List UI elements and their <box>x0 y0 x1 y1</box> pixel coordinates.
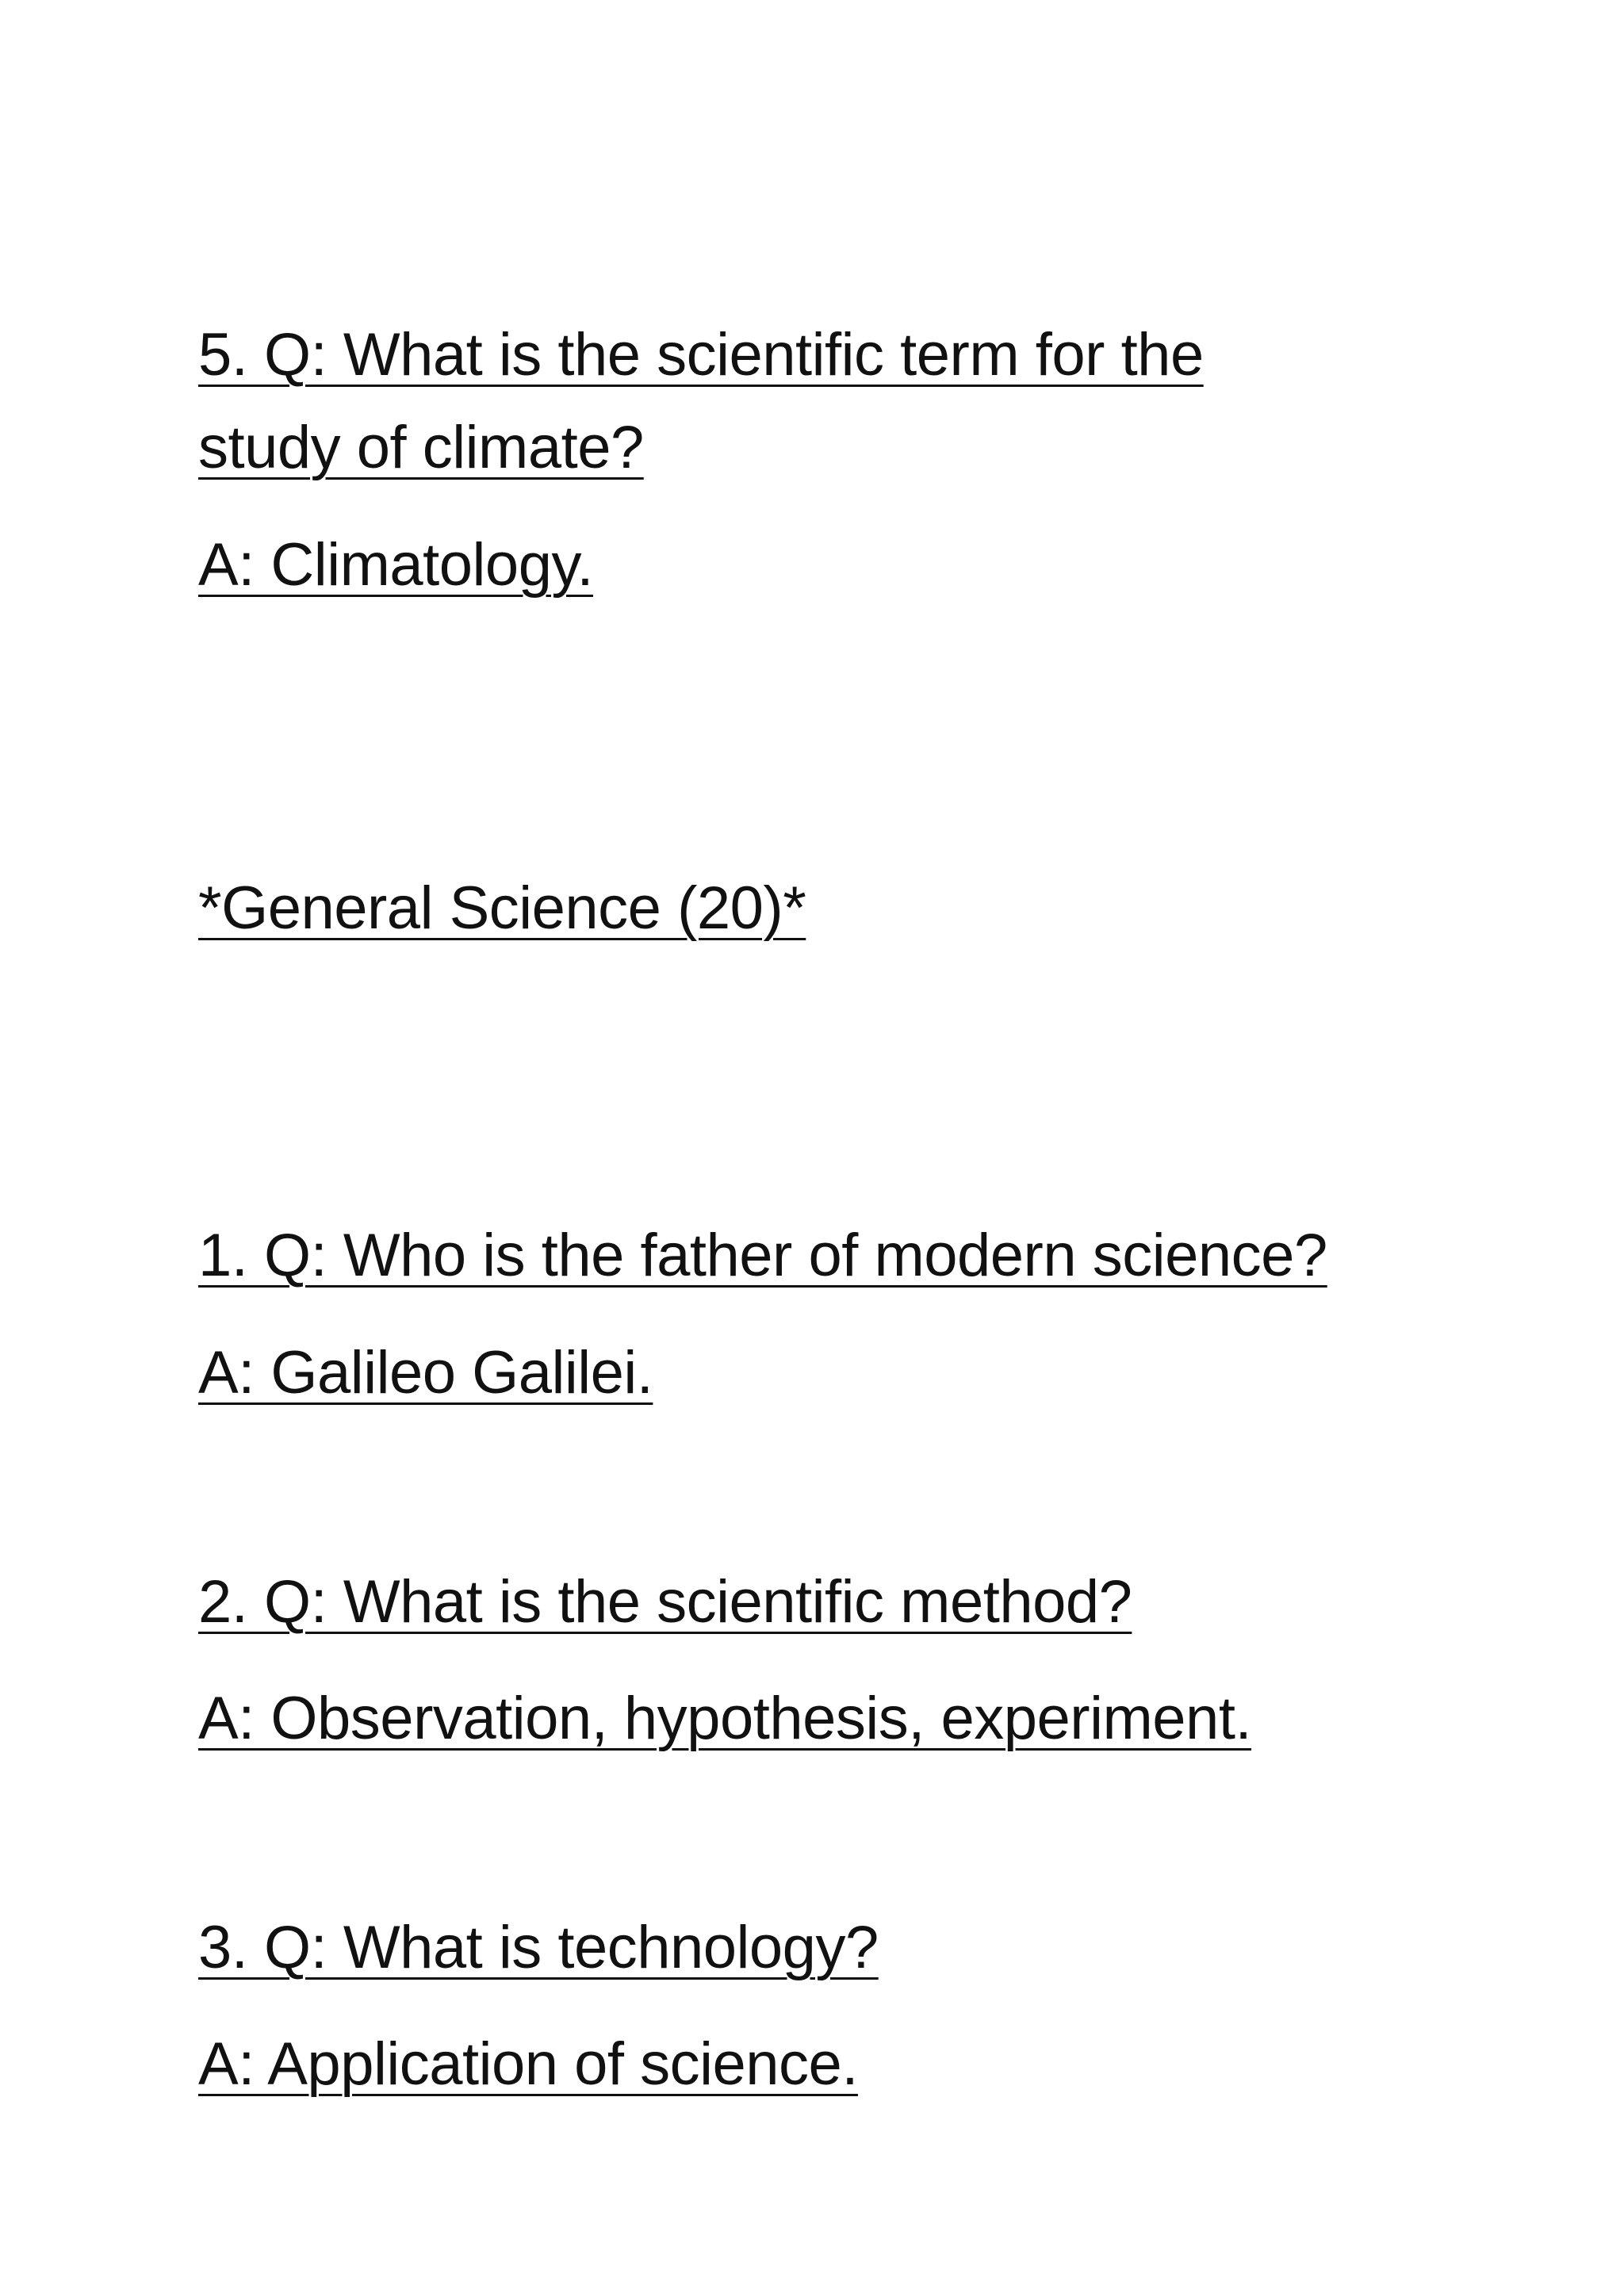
q3-question: 3. Q: What is technology? <box>198 1914 879 1981</box>
q1-answer: A: Galileo Galilei. <box>198 1339 653 1406</box>
q2-answer: A: Observation, hypothesis, experiment. <box>198 1685 1252 1752</box>
q2-question: 2. Q: What is the scientific method? <box>198 1568 1132 1636</box>
q5-question-line1: 5. Q: What is the scientific term for the <box>198 321 1204 388</box>
q1-question: 1. Q: Who is the father of modern science? <box>198 1222 1327 1289</box>
q5-question-line2: study of climate? <box>198 414 644 481</box>
q5-answer: A: Climatology. <box>198 531 593 599</box>
section-heading: *General Science (20)* <box>198 874 806 942</box>
q3-answer: A: Application of science. <box>198 2030 858 2098</box>
